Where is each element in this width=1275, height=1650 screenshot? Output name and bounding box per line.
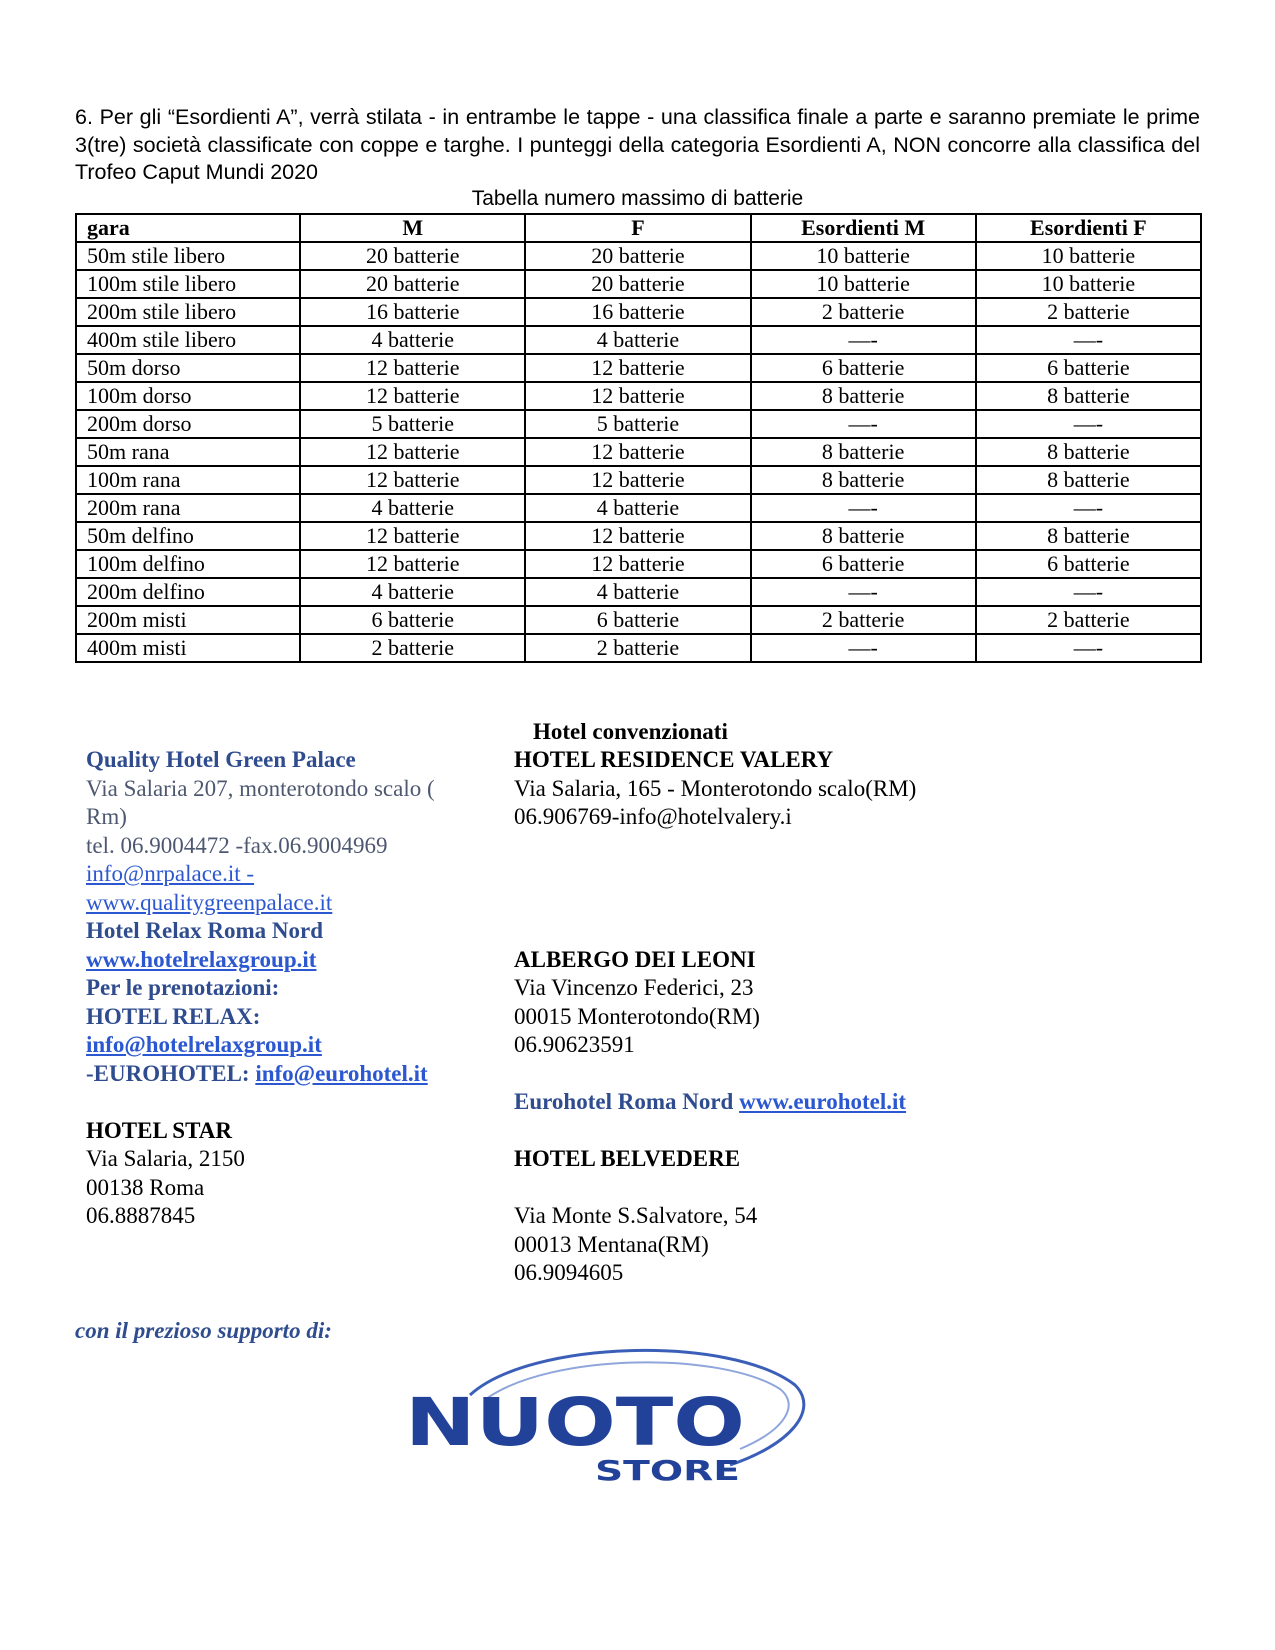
eurohotel-label: -EUROHOTEL: (86, 1060, 256, 1086)
hotel-phone: 06.9094605 (514, 1260, 624, 1285)
cell-esordienti-m: 8 batterie (751, 466, 976, 494)
cell-gara: 100m rana (76, 466, 300, 494)
cell-esordienti-m: 8 batterie (751, 522, 976, 550)
hotel-address: Via Monte S.Salvatore, 54 (514, 1203, 758, 1228)
table-row (76, 354, 1201, 382)
hotel-city: 00138 Roma (86, 1174, 205, 1200)
cell-gara: 200m misti (76, 606, 300, 634)
hotel-address: Via Vincenzo Federici, 23 (514, 975, 754, 1000)
hotel-phone: 06.8887845 (86, 1203, 196, 1228)
cell-m: 12 batterie (300, 438, 525, 466)
cell-esordienti-f: 8 batterie (976, 522, 1201, 550)
hotel-city: 00013 Mentana(RM) (514, 1231, 709, 1257)
cell-esordienti-m: 6 batterie (751, 354, 976, 382)
hotel-email-link[interactable]: info@nrpalace.it - (86, 861, 255, 886)
cell-esordienti-f: 8 batterie (976, 438, 1201, 466)
cell-gara: 200m delfino (76, 578, 300, 606)
hotel-website-link[interactable]: www.eurohotel.it (739, 1089, 907, 1114)
support-caption: con il prezioso supporto di: (75, 1318, 332, 1343)
intro-paragraph: 6. Per gli “Esordienti A”, verrà stilata - in entrambe le tappe - una classifica finale a parte e saranno premiate le prime 3(tre) società classificate con coppe e targhe. I punteggi della categoria Esordienti A, NON concorre alla classifica del Trofeo Caput Mundi 2020 (75, 105, 1200, 184)
hotel-relax-label: HOTEL RELAX: (86, 1003, 261, 1029)
booking-label: Per le prenotazioni: (86, 975, 280, 1000)
cell-esordienti-m: —- (751, 634, 976, 662)
hotel-website-link[interactable]: www.hotelrelaxgroup.it (86, 946, 317, 972)
hotel-leoni (514, 946, 1034, 1060)
hotel-name: HOTEL STAR (86, 1117, 232, 1143)
table-row (76, 522, 1201, 550)
batteries-table (75, 213, 1202, 663)
table-row (76, 410, 1201, 438)
hotel-relax (86, 917, 496, 1088)
cell-gara: 50m delfino (76, 522, 300, 550)
cell-esordienti-f: 10 batterie (976, 242, 1201, 270)
cell-esordienti-m: 8 batterie (751, 382, 976, 410)
cell-f: 12 batterie (525, 522, 750, 550)
hotel-contact: 06.906769-info@hotelvalery.i (514, 804, 792, 829)
logo-wordmark-nuoto: NUOTO (405, 1384, 745, 1461)
cell-f: 20 batterie (525, 270, 750, 298)
header-f: F (525, 214, 750, 242)
cell-esordienti-f: 8 batterie (976, 466, 1201, 494)
table-row (76, 578, 1201, 606)
cell-esordienti-f: 2 batterie (976, 606, 1201, 634)
hotel-eurohotel (514, 1088, 1034, 1117)
cell-f: 4 batterie (525, 494, 750, 522)
hotel-phone: 06.90623591 (514, 1032, 635, 1057)
table-row (76, 242, 1201, 270)
cell-m: 20 batterie (300, 242, 525, 270)
cell-esordienti-f: —- (976, 578, 1201, 606)
cell-gara: 100m dorso (76, 382, 300, 410)
table-row (76, 494, 1201, 522)
hotel-name: Quality Hotel Green Palace (86, 747, 356, 772)
cell-esordienti-f: —- (976, 410, 1201, 438)
cell-gara: 400m misti (76, 634, 300, 662)
cell-gara: 100m stile libero (76, 270, 300, 298)
cell-esordienti-m: —- (751, 578, 976, 606)
cell-esordienti-m: 10 batterie (751, 270, 976, 298)
hotel-relax-email-link[interactable]: info@hotelrelaxgroup.it (86, 1032, 322, 1057)
cell-esordienti-f: 6 batterie (976, 550, 1201, 578)
eurohotel-email-link[interactable]: info@eurohotel.it (255, 1060, 428, 1086)
cell-esordienti-f: 6 batterie (976, 354, 1201, 382)
hotels-left-column (86, 746, 496, 1231)
cell-m: 4 batterie (300, 578, 525, 606)
cell-esordienti-m: 6 batterie (751, 550, 976, 578)
cell-esordienti-f: 10 batterie (976, 270, 1201, 298)
cell-esordienti-m: —- (751, 494, 976, 522)
table-row (76, 298, 1201, 326)
cell-gara: 400m stile libero (76, 326, 300, 354)
hotels-right-column (514, 746, 1034, 1288)
hotel-name: HOTEL RESIDENCE VALERY (514, 747, 834, 772)
cell-f: 12 batterie (525, 550, 750, 578)
cell-m: 20 batterie (300, 270, 525, 298)
header-m: M (300, 214, 525, 242)
hotel-address: Via Salaria, 165 - Monterotondo scalo(RM) (514, 775, 917, 801)
table-row (76, 606, 1201, 634)
hotel-phone-fax: tel. 06.9004472 -fax.06.9004969 (86, 832, 388, 858)
hotels-heading: Hotel convenzionati (533, 719, 728, 744)
table-row (76, 634, 1201, 662)
hotel-address: Via Salaria 207, monterotondo scalo ( (86, 775, 435, 801)
cell-esordienti-m: —- (751, 410, 976, 438)
cell-gara: 200m rana (76, 494, 300, 522)
hotel-name: ALBERGO DEI LEONI (514, 946, 756, 972)
table-row (76, 438, 1201, 466)
hotel-address: Via Salaria, 2150 (86, 1146, 245, 1171)
hotel-name: Eurohotel Roma Nord (514, 1089, 740, 1114)
table-row (76, 550, 1201, 578)
cell-m: 4 batterie (300, 326, 525, 354)
cell-m: 12 batterie (300, 382, 525, 410)
cell-m: 5 batterie (300, 410, 525, 438)
cell-esordienti-f: —- (976, 326, 1201, 354)
header-gara: gara (76, 214, 300, 242)
nuoto-store-logo (400, 1345, 820, 1505)
cell-f: 12 batterie (525, 354, 750, 382)
hotel-valery (514, 746, 1034, 832)
cell-m: 16 batterie (300, 298, 525, 326)
table-row (76, 326, 1201, 354)
cell-m: 12 batterie (300, 522, 525, 550)
header-esordienti-m: Esordienti M (751, 214, 976, 242)
table-row (76, 466, 1201, 494)
cell-f: 4 batterie (525, 578, 750, 606)
cell-m: 4 batterie (300, 494, 525, 522)
header-esordienti-f: Esordienti F (976, 214, 1201, 242)
cell-m: 2 batterie (300, 634, 525, 662)
hotel-website-link[interactable]: www.qualitygreenpalace.it (86, 889, 333, 915)
cell-f: 12 batterie (525, 382, 750, 410)
logo-wordmark-store: STORE (595, 1454, 740, 1487)
cell-m: 6 batterie (300, 606, 525, 634)
cell-esordienti-f: —- (976, 494, 1201, 522)
cell-f: 16 batterie (525, 298, 750, 326)
table-header-row (76, 214, 1201, 242)
cell-gara: 50m rana (76, 438, 300, 466)
cell-esordienti-m: 2 batterie (751, 298, 976, 326)
hotel-belvedere (514, 1145, 1034, 1288)
hotel-star (86, 1117, 496, 1231)
hotel-name: HOTEL BELVEDERE (514, 1146, 741, 1171)
cell-esordienti-f: 2 batterie (976, 298, 1201, 326)
table-row (76, 270, 1201, 298)
hotel-name: Hotel Relax Roma Nord (86, 918, 323, 943)
cell-f: 4 batterie (525, 326, 750, 354)
cell-gara: 50m stile libero (76, 242, 300, 270)
cell-m: 12 batterie (300, 550, 525, 578)
table-title: Tabella numero massimo di batterie (471, 187, 804, 210)
cell-f: 5 batterie (525, 410, 750, 438)
cell-gara: 200m dorso (76, 410, 300, 438)
hotel-address-cont: Rm) (86, 804, 127, 829)
cell-esordienti-f: 8 batterie (976, 382, 1201, 410)
cell-esordienti-m: 2 batterie (751, 606, 976, 634)
cell-f: 12 batterie (525, 466, 750, 494)
cell-gara: 200m stile libero (76, 298, 300, 326)
cell-f: 6 batterie (525, 606, 750, 634)
cell-f: 2 batterie (525, 634, 750, 662)
cell-gara: 50m dorso (76, 354, 300, 382)
cell-m: 12 batterie (300, 466, 525, 494)
cell-gara: 100m delfino (76, 550, 300, 578)
cell-m: 12 batterie (300, 354, 525, 382)
cell-esordienti-m: 8 batterie (751, 438, 976, 466)
cell-esordienti-m: 10 batterie (751, 242, 976, 270)
cell-f: 20 batterie (525, 242, 750, 270)
hotel-city: 00015 Monterotondo(RM) (514, 1003, 760, 1029)
cell-f: 12 batterie (525, 438, 750, 466)
cell-esordienti-m: —- (751, 326, 976, 354)
cell-esordienti-f: —- (976, 634, 1201, 662)
hotel-quality (86, 746, 496, 917)
table-row (76, 382, 1201, 410)
